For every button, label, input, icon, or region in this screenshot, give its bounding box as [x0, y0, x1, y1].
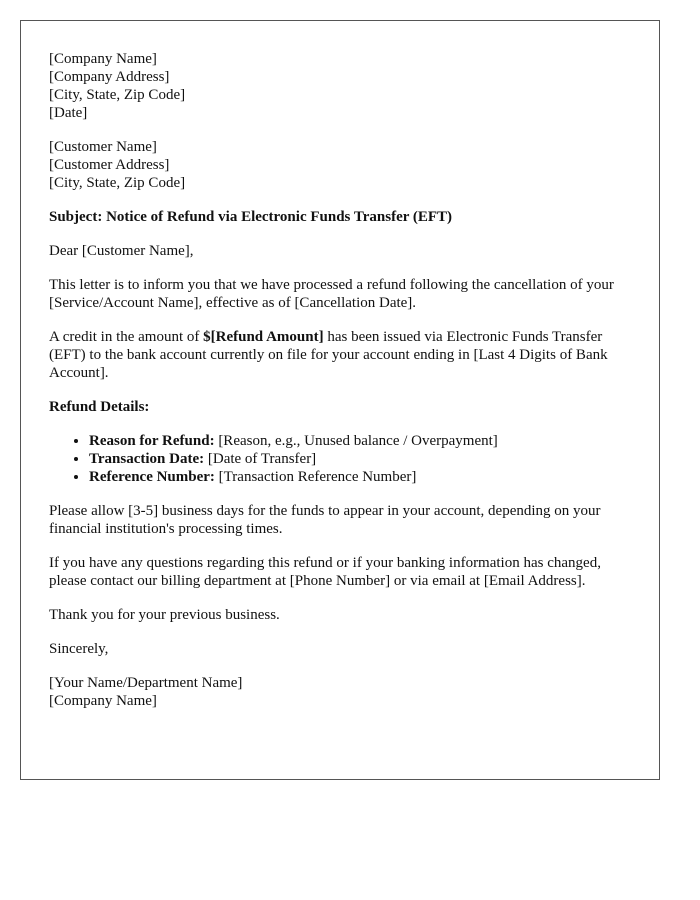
list-item: [89, 468, 631, 486]
salutation: Dear [Customer Name],: [49, 243, 194, 259]
credit-text-before: A credit in the amount of: [49, 329, 204, 345]
refund-amount: $[Refund Amount]: [203, 329, 324, 345]
detail-label-date: Transaction Date:: [89, 451, 205, 467]
detail-label-reference: Reference Number:: [89, 469, 215, 485]
recipient-name: [Customer Name]: [49, 139, 157, 155]
sender-company-name: [Company Name]: [49, 51, 157, 67]
detail-label-reason: Reason for Refund:: [89, 433, 215, 449]
paragraph-credit-amount: [49, 328, 631, 382]
paragraph-processing-time: Please allow [3-5] business days for the funds to appear in your account, depending on your financial institution's processing times.: [49, 503, 601, 537]
refund-details-heading: Refund Details:: [49, 399, 150, 415]
recipient-city-state-zip: [City, State, Zip Code]: [49, 175, 186, 191]
credit-text-after: has been issued via Electronic Funds Transfer (EFT) to the bank account currently on file for your account ending in [Last 4 Digits of Bank Account].: [49, 329, 608, 381]
detail-value-reference: [Transaction Reference Number]: [214, 469, 417, 485]
letter-date: [Date]: [49, 105, 88, 121]
thank-you-line: Thank you for your previous business.: [49, 607, 280, 623]
paragraph-contact: If you have any questions regarding this refund or if your banking information has changed, please contact our billing department at [Phone Number] or via email at [Email Address].: [49, 555, 601, 589]
subject-line: Subject: Notice of Refund via Electronic Funds Transfer (EFT): [49, 209, 453, 225]
signature-company: [Company Name]: [49, 693, 157, 709]
detail-value-date: [Date of Transfer]: [204, 451, 317, 467]
detail-value-reason: [Reason, e.g., Unused balance / Overpayment]: [214, 433, 498, 449]
list-item: [89, 450, 631, 468]
sender-address-block: [49, 50, 631, 122]
sender-city-state-zip: [City, State, Zip Code]: [49, 87, 186, 103]
recipient-address: [Customer Address]: [49, 157, 170, 173]
refund-details-list: [49, 432, 631, 486]
paragraph-refund-processed: This letter is to inform you that we have processed a refund following the cancellation of your [Service/Account Name], effective as of [Cancellation Date].: [49, 277, 614, 311]
recipient-address-block: [49, 138, 631, 192]
sender-company-address: [Company Address]: [49, 69, 170, 85]
signature-name: [Your Name/Department Name]: [49, 675, 243, 691]
signature-block: [49, 674, 631, 710]
closing-line: Sincerely,: [49, 641, 109, 657]
list-item: [89, 432, 631, 450]
letter-page: [20, 20, 660, 780]
